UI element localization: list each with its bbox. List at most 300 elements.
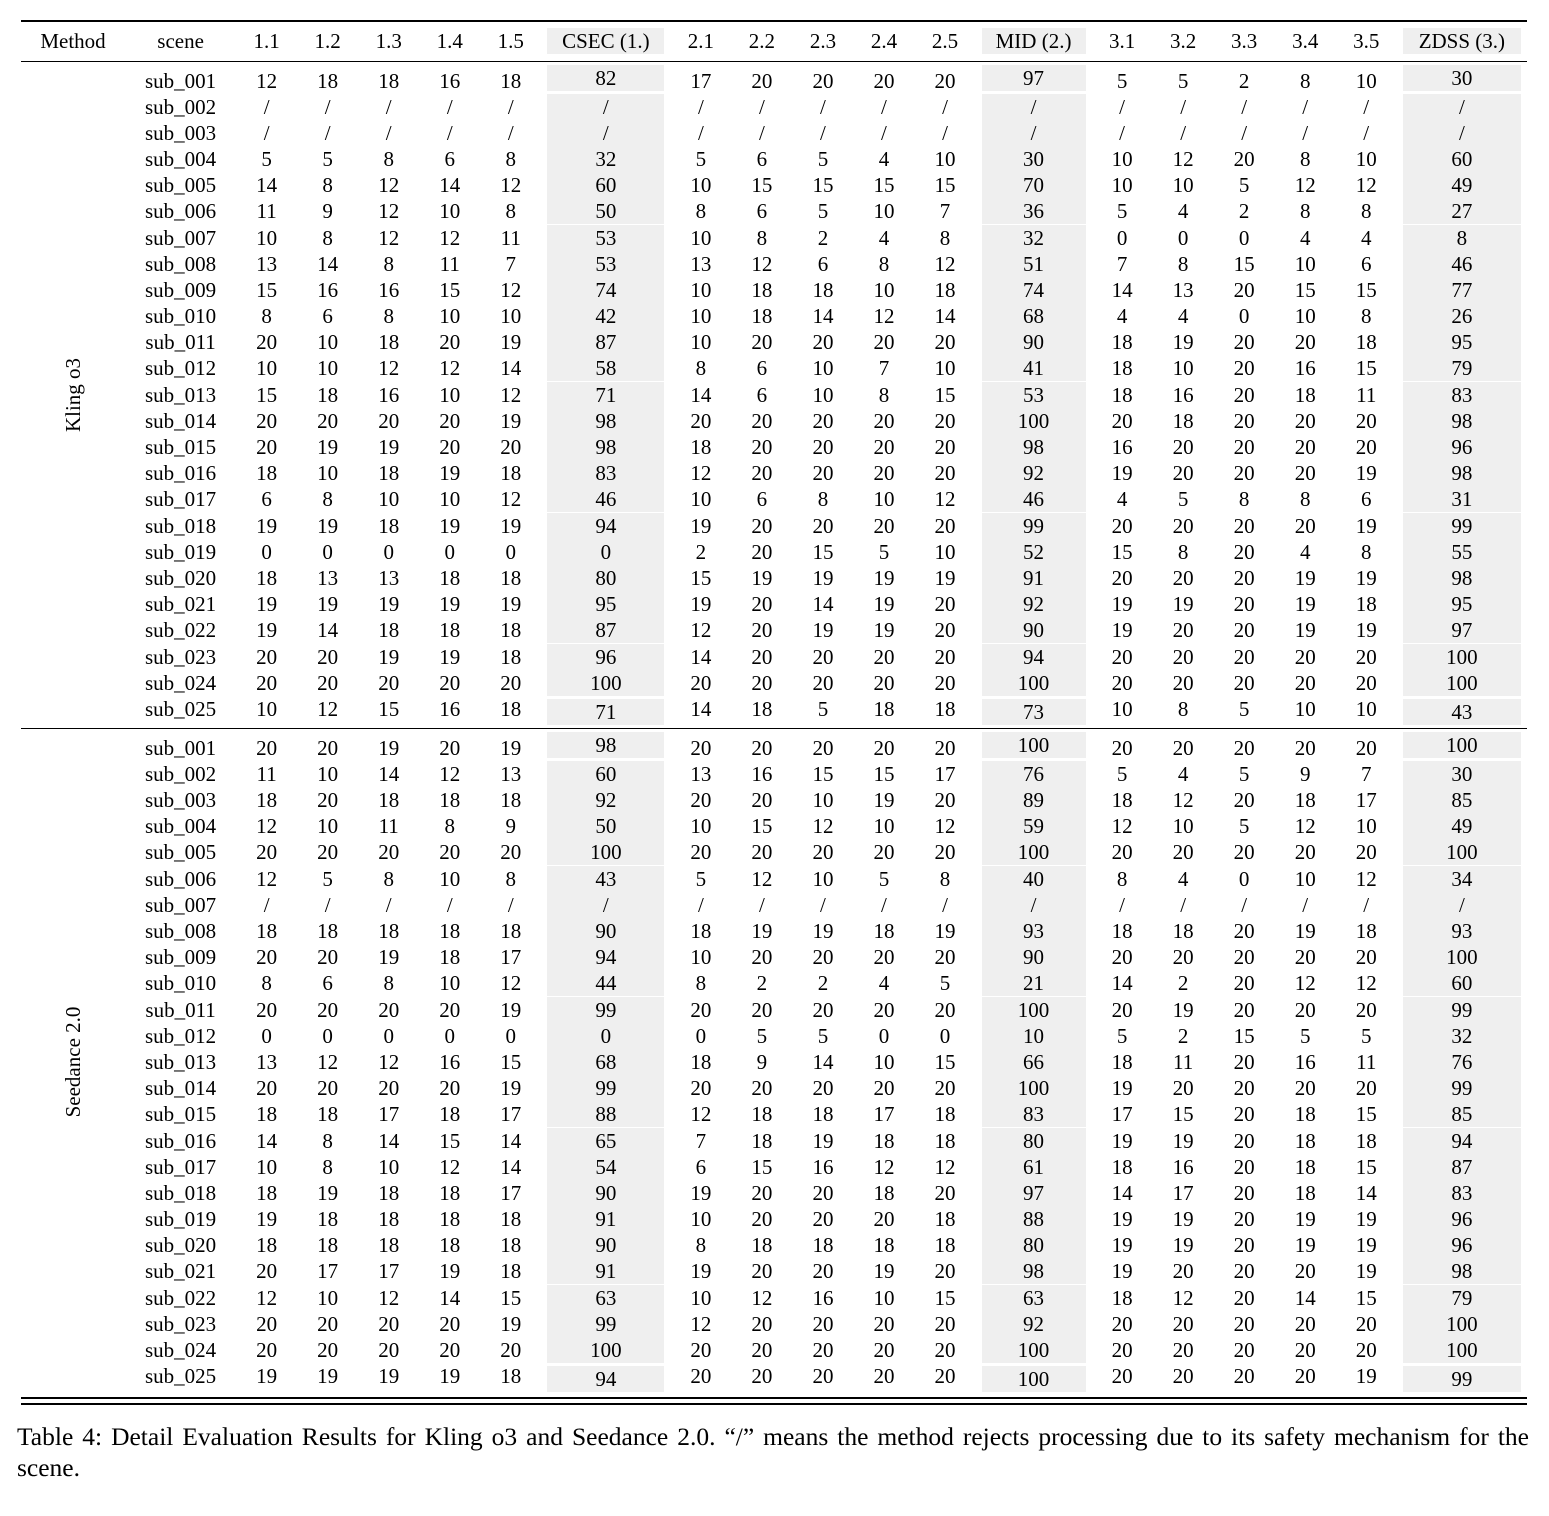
score-cell: 6 [322,304,333,329]
score-cell: 5 [878,866,890,891]
score-cell: 14 [690,382,712,407]
score-cell: 97 [976,1180,1092,1206]
score-cell: 10 [812,866,834,891]
score-cell: 20 [1233,1285,1255,1310]
score-cell: 20 [873,997,895,1022]
score-cell: 14 [256,1128,278,1153]
score-cell: 19 [873,592,895,617]
score-cell: 20 [934,1338,956,1363]
score-cell: 15 [500,1049,522,1074]
score-cell: 20 [256,945,278,970]
score-cell: 2 [817,971,829,996]
score-cell: 10 [690,304,712,329]
score-cell: 12 [1355,971,1377,996]
score-cell: 15 [1111,539,1133,564]
score-cell: 20 [1355,945,1377,970]
score-cell: 10 [1355,814,1377,839]
score-cell: 18 [1111,356,1133,381]
score-cell: 19 [378,1364,400,1389]
score-cell: 20 [256,644,278,669]
score-cell: 14 [690,644,712,669]
score-cell: 20 [1172,565,1194,590]
score-cell: 12 [378,1049,400,1074]
score-cell: 20 [1233,1364,1255,1389]
scene-cell: sub_023 [145,644,217,669]
scene-cell: sub_002 [145,761,217,786]
score-cell: 59 [976,813,1092,839]
score-cell: 20 [812,644,834,669]
table-row [21,224,1527,250]
score-cell: 8 [383,304,394,329]
score-cell: 31 [1397,486,1527,512]
table-row [21,1285,1527,1311]
score-cell: 20 [1294,408,1316,433]
score-cell: 10 [690,487,712,512]
score-cell: 100 [976,1363,1092,1395]
score-cell: 20 [1233,539,1255,564]
score-cell: 18 [439,788,461,813]
score-cell: 4 [1116,304,1128,329]
score-cell: 49 [1397,813,1527,839]
score-cell: 20 [1233,840,1255,865]
score-cell: 0 [1177,225,1189,250]
score-cell: / [324,120,331,145]
score-cell: 8 [322,487,333,512]
score-cell: 5 [695,146,707,171]
score-cell: / [1119,892,1126,917]
score-cell: 20 [690,788,712,813]
score-cell: 18 [1294,788,1316,813]
score-cell: 0 [1238,225,1250,250]
score-cell: 96 [1397,1206,1527,1232]
score-cell: 10 [873,1049,895,1074]
score-cell: 95 [1397,329,1527,355]
score-cell: 8 [695,1233,707,1258]
score-cell: 0 [505,539,517,564]
score-cell: 82 [541,61,670,94]
score-cell: 10 [934,356,956,381]
scene-cell: sub_007 [145,225,217,250]
score-cell: 85 [1397,787,1527,813]
score-cell: 20 [1111,670,1133,695]
score-cell: 20 [812,1338,834,1363]
score-cell: 92 [976,460,1092,486]
score-cell: 20 [690,997,712,1022]
score-cell: 14 [1111,1180,1133,1205]
score-cell: 20 [1111,565,1133,590]
score-cell: 19 [1294,919,1316,944]
score-cell: 20 [934,997,956,1022]
score-cell: 15 [256,277,278,302]
score-cell: 20 [317,1338,339,1363]
score-cell: 16 [378,382,400,407]
score-cell: 12 [751,1285,773,1310]
score-cell: 20 [500,435,522,460]
score-cell: 20 [1111,408,1133,433]
score-cell: / [881,892,887,917]
score-cell: 17 [1355,788,1377,813]
score-cell: 14 [378,1128,400,1153]
score-cell: 18 [1111,788,1133,813]
score-cell: 12 [256,866,278,891]
score-cell: 10 [256,696,278,721]
score-cell: 83 [1397,1180,1527,1206]
score-cell: 5 [1116,68,1128,93]
score-cell: 20 [439,408,461,433]
score-cell: 19 [1294,592,1316,617]
score-cell: 4 [1177,304,1189,329]
score-cell: 60 [1397,970,1527,996]
score-cell: 20 [1294,997,1316,1022]
score-cell: 90 [976,944,1092,970]
score-cell: 18 [934,1102,956,1127]
table-row [21,146,1527,172]
column-header: 1.4 [436,28,463,53]
score-cell: 8 [444,814,455,839]
score-cell: 20 [1233,945,1255,970]
score-cell: 20 [873,1076,895,1101]
score-cell: 20 [1233,971,1255,996]
score-cell: 19 [1294,618,1316,643]
score-cell: 15 [812,761,834,786]
score-cell: 20 [256,735,278,760]
score-cell: 98 [1397,1258,1527,1284]
score-cell: / [942,94,948,119]
score-cell: 12 [439,225,461,250]
score-cell: 20 [1294,461,1316,486]
score-cell: 99 [541,1311,670,1337]
table-row [21,251,1527,277]
score-cell: 8 [383,146,394,171]
score-cell: 19 [1294,1233,1316,1258]
score-cell: / [1302,120,1309,145]
score-cell: 10 [873,487,895,512]
score-cell: 20 [378,670,400,695]
score-cell: / [385,94,392,119]
score-cell: 52 [976,539,1092,565]
score-cell: 19 [1355,1233,1377,1258]
score-cell: 20 [500,1338,522,1363]
score-cell: 98 [541,408,670,434]
score-cell: 20 [1233,644,1255,669]
score-cell: 13 [690,251,712,276]
score-cell: 20 [256,408,278,433]
score-cell: 98 [1397,460,1527,486]
score-cell: 17 [1172,1180,1194,1205]
score-cell: 20 [1233,565,1255,590]
score-cell: 90 [976,617,1092,643]
score-cell: 6 [756,146,768,171]
score-cell: 9 [756,1049,768,1074]
score-cell: 20 [751,330,773,355]
score-cell: 20 [812,840,834,865]
table-row [21,918,1527,944]
score-cell: 10 [690,277,712,302]
score-cell: 19 [690,1259,712,1284]
score-cell: 18 [690,1049,712,1074]
score-cell: 20 [1172,735,1194,760]
score-cell: 19 [1172,1128,1194,1153]
score-cell: 20 [439,997,461,1022]
score-cell: 20 [378,997,400,1022]
score-cell: / [820,94,826,119]
score-cell: 19 [317,1180,339,1205]
score-cell: 8 [322,225,333,250]
score-cell: 18 [439,565,461,590]
score-cell: 20 [1233,1154,1255,1179]
score-cell: 20 [751,618,773,643]
score-cell: 16 [1172,1154,1194,1179]
scene-cell: sub_020 [145,565,217,590]
score-cell: 79 [1397,1285,1527,1311]
score-cell: 17 [500,1102,522,1127]
score-cell: 20 [1233,435,1255,460]
score-cell: 20 [751,945,773,970]
score-cell: 0 [541,1023,670,1049]
column-header: 3.3 [1231,28,1258,53]
score-cell: 12 [378,1285,400,1310]
score-cell: 10 [256,225,278,250]
score-cell: 90 [976,329,1092,355]
score-cell: 93 [976,918,1092,944]
score-cell: 100 [1397,670,1527,696]
score-cell: 5 [1299,1023,1311,1048]
score-cell: 16 [812,1285,834,1310]
score-cell: 18 [256,788,278,813]
score-cell: / [446,892,453,917]
score-cell: 20 [1233,1233,1255,1258]
score-cell: 20 [500,670,522,695]
score-cell: / [1241,892,1248,917]
score-cell: 8 [756,225,768,250]
score-cell: 19 [1294,1207,1316,1232]
score-cell: 18 [1355,1128,1377,1153]
score-cell: 10 [1172,173,1194,198]
score-cell: 92 [976,591,1092,617]
scene-cell: sub_011 [145,997,216,1022]
score-cell: 98 [1397,408,1527,434]
scene-cell: sub_014 [145,1076,217,1101]
score-cell: 20 [1233,1102,1255,1127]
score-cell: 18 [1111,1154,1133,1179]
score-cell: 18 [378,1180,400,1205]
column-header: 1.3 [375,28,402,53]
score-cell: 19 [500,1311,522,1336]
score-cell: / [541,892,670,918]
score-cell: 20 [1294,840,1316,865]
score-cell: / [541,120,670,146]
score-cell: 60 [541,761,670,787]
score-cell: 6 [756,487,768,512]
score-cell: 20 [1355,1338,1377,1363]
score-cell: 10 [690,173,712,198]
score-cell: 100 [976,1337,1092,1363]
score-cell: 18 [1111,330,1133,355]
score-cell: / [263,120,270,145]
score-cell: 50 [541,198,670,224]
scene-cell: sub_004 [145,146,217,171]
score-cell: 12 [1172,788,1194,813]
score-cell: 18 [317,68,339,93]
score-cell: 20 [873,644,895,669]
score-cell: 19 [1355,513,1377,538]
scene-cell: sub_018 [145,513,217,538]
score-cell: 20 [1172,644,1194,669]
score-cell: 4 [878,146,890,171]
score-cell: 18 [439,618,461,643]
score-cell: 20 [378,1338,400,1363]
score-cell: 20 [439,670,461,695]
score-cell: 20 [439,1338,461,1363]
score-cell: 19 [317,435,339,460]
score-cell: 12 [256,814,278,839]
score-cell: 20 [317,997,339,1022]
score-cell: 0 [1238,866,1250,891]
score-cell: 13 [378,565,400,590]
score-cell: 20 [934,670,956,695]
score-cell: 8 [383,971,394,996]
score-cell: 18 [873,1180,895,1205]
score-cell: 0 [322,1023,333,1048]
score-cell: 8 [939,225,951,250]
scene-cell: sub_005 [145,173,217,198]
score-cell: 8 [383,251,394,276]
score-cell: 19 [256,1207,278,1232]
score-cell: 12 [934,1154,956,1179]
score-cell: 13 [256,251,278,276]
score-cell: 11 [1173,1049,1194,1074]
scene-cell: sub_016 [145,461,217,486]
score-cell: 20 [751,513,773,538]
score-cell: 5 [1116,761,1128,786]
score-cell: 18 [934,277,956,302]
score-cell: 20 [934,840,956,865]
score-cell: 15 [690,565,712,590]
score-cell: 19 [500,408,522,433]
score-cell: 8 [939,866,951,891]
score-cell: 14 [317,251,339,276]
score-cell: 19 [873,788,895,813]
score-cell: / [697,892,704,917]
column-header: CSEC (1.) [541,21,670,61]
scene-cell: sub_003 [145,120,217,145]
score-cell: 18 [500,1364,522,1389]
score-cell: 90 [541,918,670,944]
score-cell: 20 [751,997,773,1022]
score-cell: 20 [934,330,956,355]
score-cell: 19 [317,513,339,538]
score-cell: 20 [873,945,895,970]
score-cell: 20 [1172,1311,1194,1336]
score-cell: 19 [934,919,956,944]
score-cell: 19 [1355,1259,1377,1284]
table-row [21,1154,1527,1180]
score-cell: 5 [695,866,707,891]
score-cell: 4 [878,225,890,250]
table-row [21,892,1527,918]
score-cell: 19 [1111,592,1133,617]
table-row [21,1206,1527,1232]
score-cell: 12 [256,68,278,93]
score-cell: 10 [500,304,522,329]
score-cell: 99 [541,1075,670,1101]
score-cell: / [1397,120,1527,146]
score-cell: 91 [976,565,1092,591]
score-cell: 18 [934,1128,956,1153]
score-cell: 19 [812,1128,834,1153]
score-cell: 15 [751,173,773,198]
score-cell: 20 [934,618,956,643]
scene-cell: sub_012 [145,1023,217,1048]
score-cell: 14 [690,696,712,721]
score-cell: 16 [439,1049,461,1074]
score-cell: 11 [1356,382,1377,407]
score-cell: 19 [1294,565,1316,590]
score-cell: 0 [541,539,670,565]
score-cell: 65 [541,1127,670,1153]
score-cell: 0 [383,539,394,564]
score-cell: / [263,892,270,917]
table-row [21,355,1527,381]
scene-cell: sub_009 [145,277,217,302]
score-cell: 18 [439,945,461,970]
score-cell: 17 [378,1102,400,1127]
score-cell: 20 [873,1364,895,1389]
score-cell: 20 [1233,1049,1255,1074]
score-cell: 12 [1111,814,1133,839]
table-row [21,1023,1527,1049]
score-cell: 12 [317,1049,339,1074]
score-cell: 12 [378,173,400,198]
results-table-container [21,20,1527,1395]
score-cell: 2 [756,971,768,996]
score-cell: 19 [1172,330,1194,355]
score-cell: 17 [500,1180,522,1205]
score-cell: 19 [439,592,461,617]
column-header: MID (2.) [976,21,1092,61]
score-cell: 49 [1397,172,1527,198]
table-row [21,382,1527,408]
score-cell: 18 [500,1207,522,1232]
column-header: 1.2 [314,28,341,53]
score-cell: 18 [439,1102,461,1127]
score-cell: 18 [751,696,773,721]
scene-cell: sub_017 [145,1154,217,1179]
score-cell: 20 [934,945,956,970]
score-cell: 20 [1294,1364,1316,1389]
score-cell: 18 [500,919,522,944]
score-cell: / [1180,892,1187,917]
table-row [21,513,1527,539]
score-cell: 20 [1294,513,1316,538]
score-cell: 11 [439,251,460,276]
score-cell: 4 [1299,539,1311,564]
score-cell: 14 [812,1049,834,1074]
score-cell: 10 [317,330,339,355]
score-cell: 100 [976,728,1092,761]
score-cell: 8 [1238,487,1250,512]
score-cell: 20 [873,1207,895,1232]
score-cell: 18 [317,1207,339,1232]
score-cell: 16 [1111,435,1133,460]
score-cell: 20 [439,435,461,460]
score-cell: 19 [256,513,278,538]
score-cell: 8 [1177,251,1189,276]
score-cell: 93 [1397,918,1527,944]
score-cell: 18 [378,330,400,355]
score-cell: 60 [541,172,670,198]
score-cell: 10 [1355,68,1377,93]
